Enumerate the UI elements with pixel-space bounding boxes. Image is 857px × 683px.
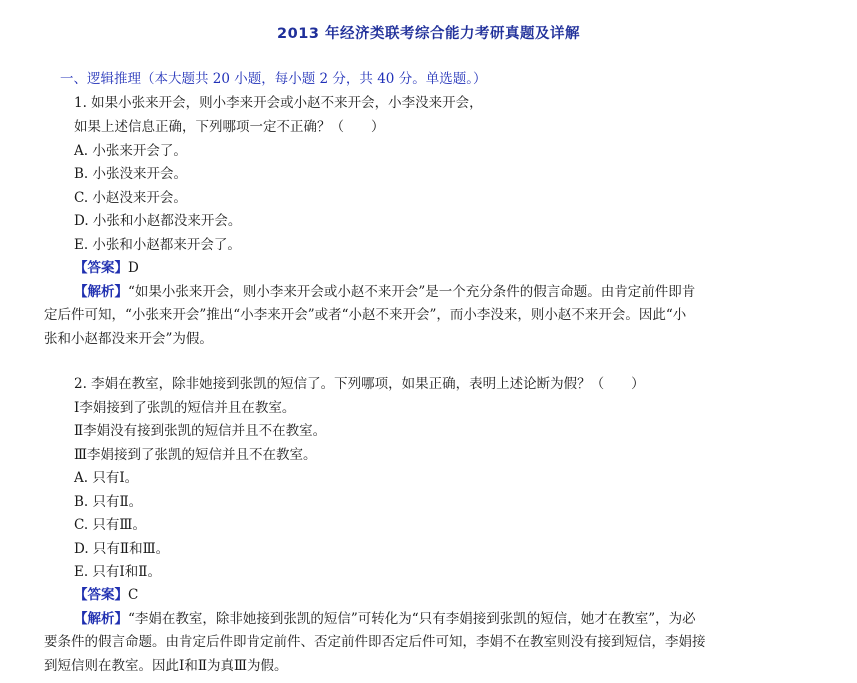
q1-option-b: B. 小张没来开会。 bbox=[74, 166, 188, 182]
q2-analysis-line1 bbox=[74, 611, 696, 628]
q1-analysis-line3: 张和小赵都没来开会”为假。 bbox=[44, 331, 213, 347]
q1-stem-line1: 1. 如果小张来开会，则小李来开会或小赵不来开会，小李没来开会， bbox=[74, 95, 483, 111]
section-heading: 一、逻辑推理（本大题共 20 小题，每小题 2 分，共 40 分。单选题。） bbox=[60, 71, 487, 87]
q1-analysis-line2: 定后件可知，“小张来开会”推出“小李来开会”或者“小赵不来开会”，而小李没来，则小赵不来开会。因此“小 bbox=[44, 307, 687, 323]
q2-analysis-line2: 要条件的假言命题。由肯定后件即肯定前件、否定前件即否定后件可知，李娟不在教室则没有接到短信，李娟接 bbox=[44, 634, 706, 650]
q2-answer bbox=[74, 587, 138, 604]
q1-option-d: D. 小张和小赵都没来开会。 bbox=[74, 213, 242, 229]
q2-option-c: C. 只有Ⅲ。 bbox=[74, 517, 146, 533]
q2-statement-1: Ⅰ李娟接到了张凯的短信并且在教室。 bbox=[74, 400, 296, 416]
q1-analysis-label: 【解析】 bbox=[74, 284, 128, 300]
q2-answer-value: C bbox=[128, 587, 139, 603]
q1-option-e: E. 小张和小赵都来开会了。 bbox=[74, 237, 241, 253]
q2-stem: 2. 李娟在教室，除非她接到张凯的短信了。下列哪项，如果正确，表明上述论断为假？（ ） bbox=[74, 376, 645, 392]
q2-option-a: A. 只有Ⅰ。 bbox=[74, 470, 139, 486]
q1-stem-line2: 如果上述信息正确，下列哪项一定不正确？（ ） bbox=[74, 119, 385, 135]
q2-analysis-text1: “李娟在教室，除非她接到张凯的短信”可转化为“只有李娟接到张凯的短信，她才在教室”，为必 bbox=[128, 611, 696, 627]
q1-analysis-text1: “如果小张来开会，则小李来开会或小赵不来开会”是一个充分条件的假言命题。由肯定前件即肯 bbox=[128, 284, 696, 300]
q1-option-c: C. 小赵没来开会。 bbox=[74, 190, 187, 206]
q2-statement-2: Ⅱ李娟没有接到张凯的短信并且不在教室。 bbox=[74, 423, 327, 439]
q1-answer-value: D bbox=[128, 260, 139, 276]
q2-analysis-line3: 到短信则在教室。因此Ⅰ和Ⅱ为真Ⅲ为假。 bbox=[44, 658, 288, 674]
q2-option-e: E. 只有Ⅰ和Ⅱ。 bbox=[74, 564, 161, 580]
q1-answer bbox=[74, 260, 139, 277]
q2-answer-label: 【答案】 bbox=[74, 587, 128, 603]
q2-analysis-label: 【解析】 bbox=[74, 611, 128, 627]
q2-option-d: D. 只有Ⅱ和Ⅲ。 bbox=[74, 541, 170, 557]
page-title: 2013 年经济类联考综合能力考研真题及详解 bbox=[277, 26, 580, 42]
q1-option-a: A. 小张来开会了。 bbox=[74, 143, 187, 159]
q1-answer-label: 【答案】 bbox=[74, 260, 128, 276]
q1-analysis-line1 bbox=[74, 284, 695, 301]
q2-option-b: B. 只有Ⅱ。 bbox=[74, 494, 143, 510]
q2-statement-3: Ⅲ李娟接到了张凯的短信并且不在教室。 bbox=[74, 447, 317, 463]
